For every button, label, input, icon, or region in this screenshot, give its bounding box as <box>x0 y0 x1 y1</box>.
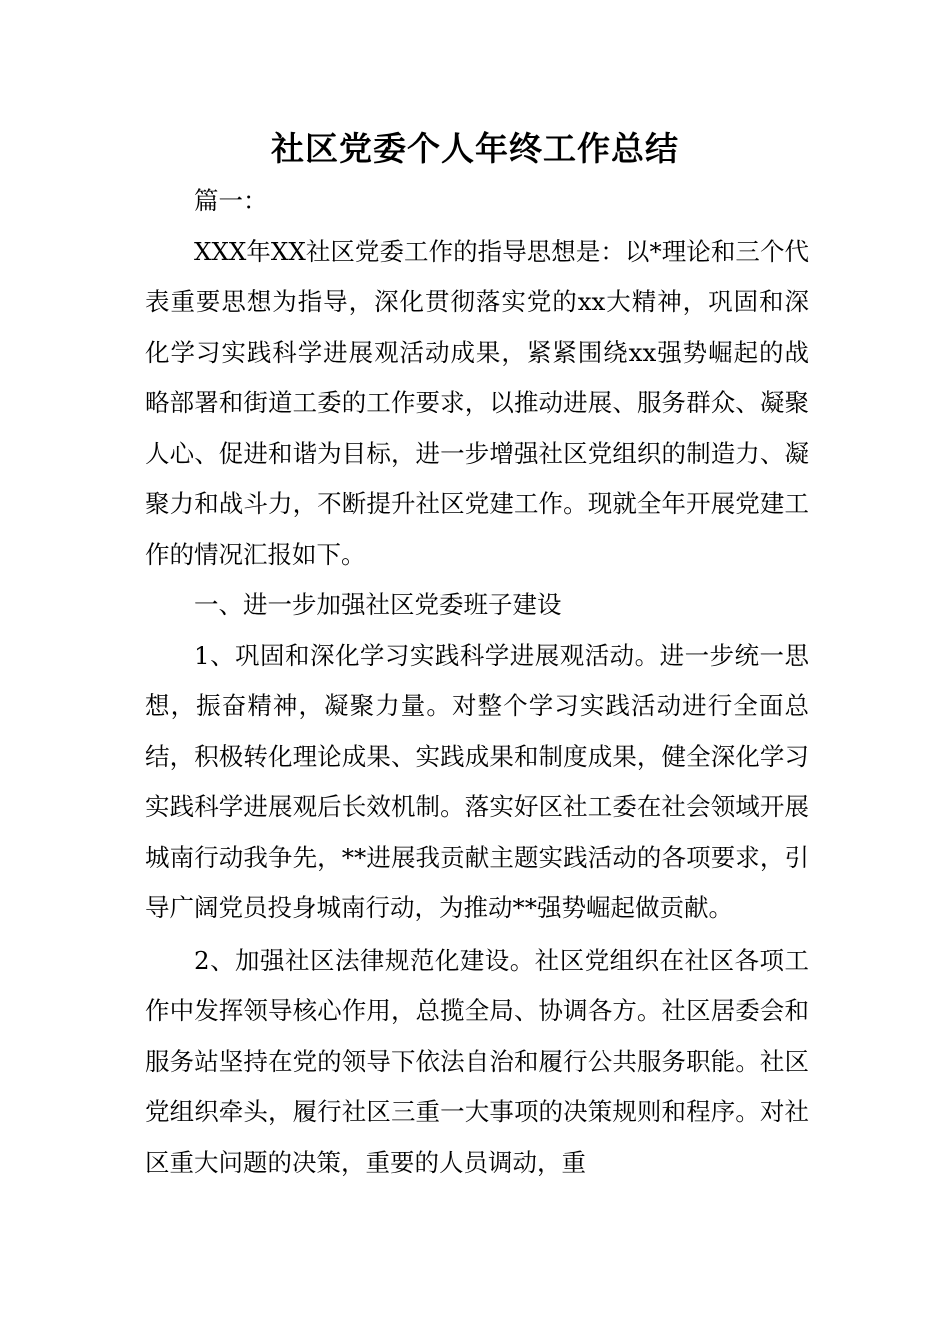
document-title: 社区党委个人年终工作总结 <box>271 129 679 168</box>
paragraph-item-1: 1、巩固和深化学习实践科学进展观活动。进一步统一思想，振奋精神，凝聚力量。对整个学习实践活动进行全面总结，积极转化理论成果、实践成果和制度成果，健全深化学习实践科学进展观后长效机制。落实好区社工委在社会领域开展城南行动我争先，**进展我贡献主题实践活动的各项要求，引导广阔党员投身城南行动，为推动**强势崛起做贡献。 <box>145 640 809 922</box>
paragraph-intro: XXX年XX社区党委工作的指导思想是：以*理论和三个代表重要思想为指导，深化贯彻落实党的xx大精神，巩固和深化学习实践科学进展观活动成果，紧紧围绕xx强势崛起的战略部署和街道工委的工作要求，以推动进展、服务群众、凝聚人心、促进和谐为目标，进一步增强社区党组织的制造力、凝聚力和战斗力，不断提升社区党建工作。现就全年开展党建工作的情况汇报如下。 <box>145 236 809 569</box>
paragraph-item-2: 2、加强社区法律规范化建设。社区党组织在社区各项工作中发挥领导核心作用，总揽全局、协调各方。社区居委会和服务站坚持在党的领导下依法自治和履行公共服务职能。社区党组织牵头，履行社区三重一大事项的决策规则和程序。对社区重大问题的决策，重要的人员调动，重 <box>145 945 809 1177</box>
section-heading: 一、进一步加强社区党委班子建设 <box>194 590 562 619</box>
section-label: 篇一： <box>194 186 268 215</box>
document-body <box>145 176 809 1188</box>
